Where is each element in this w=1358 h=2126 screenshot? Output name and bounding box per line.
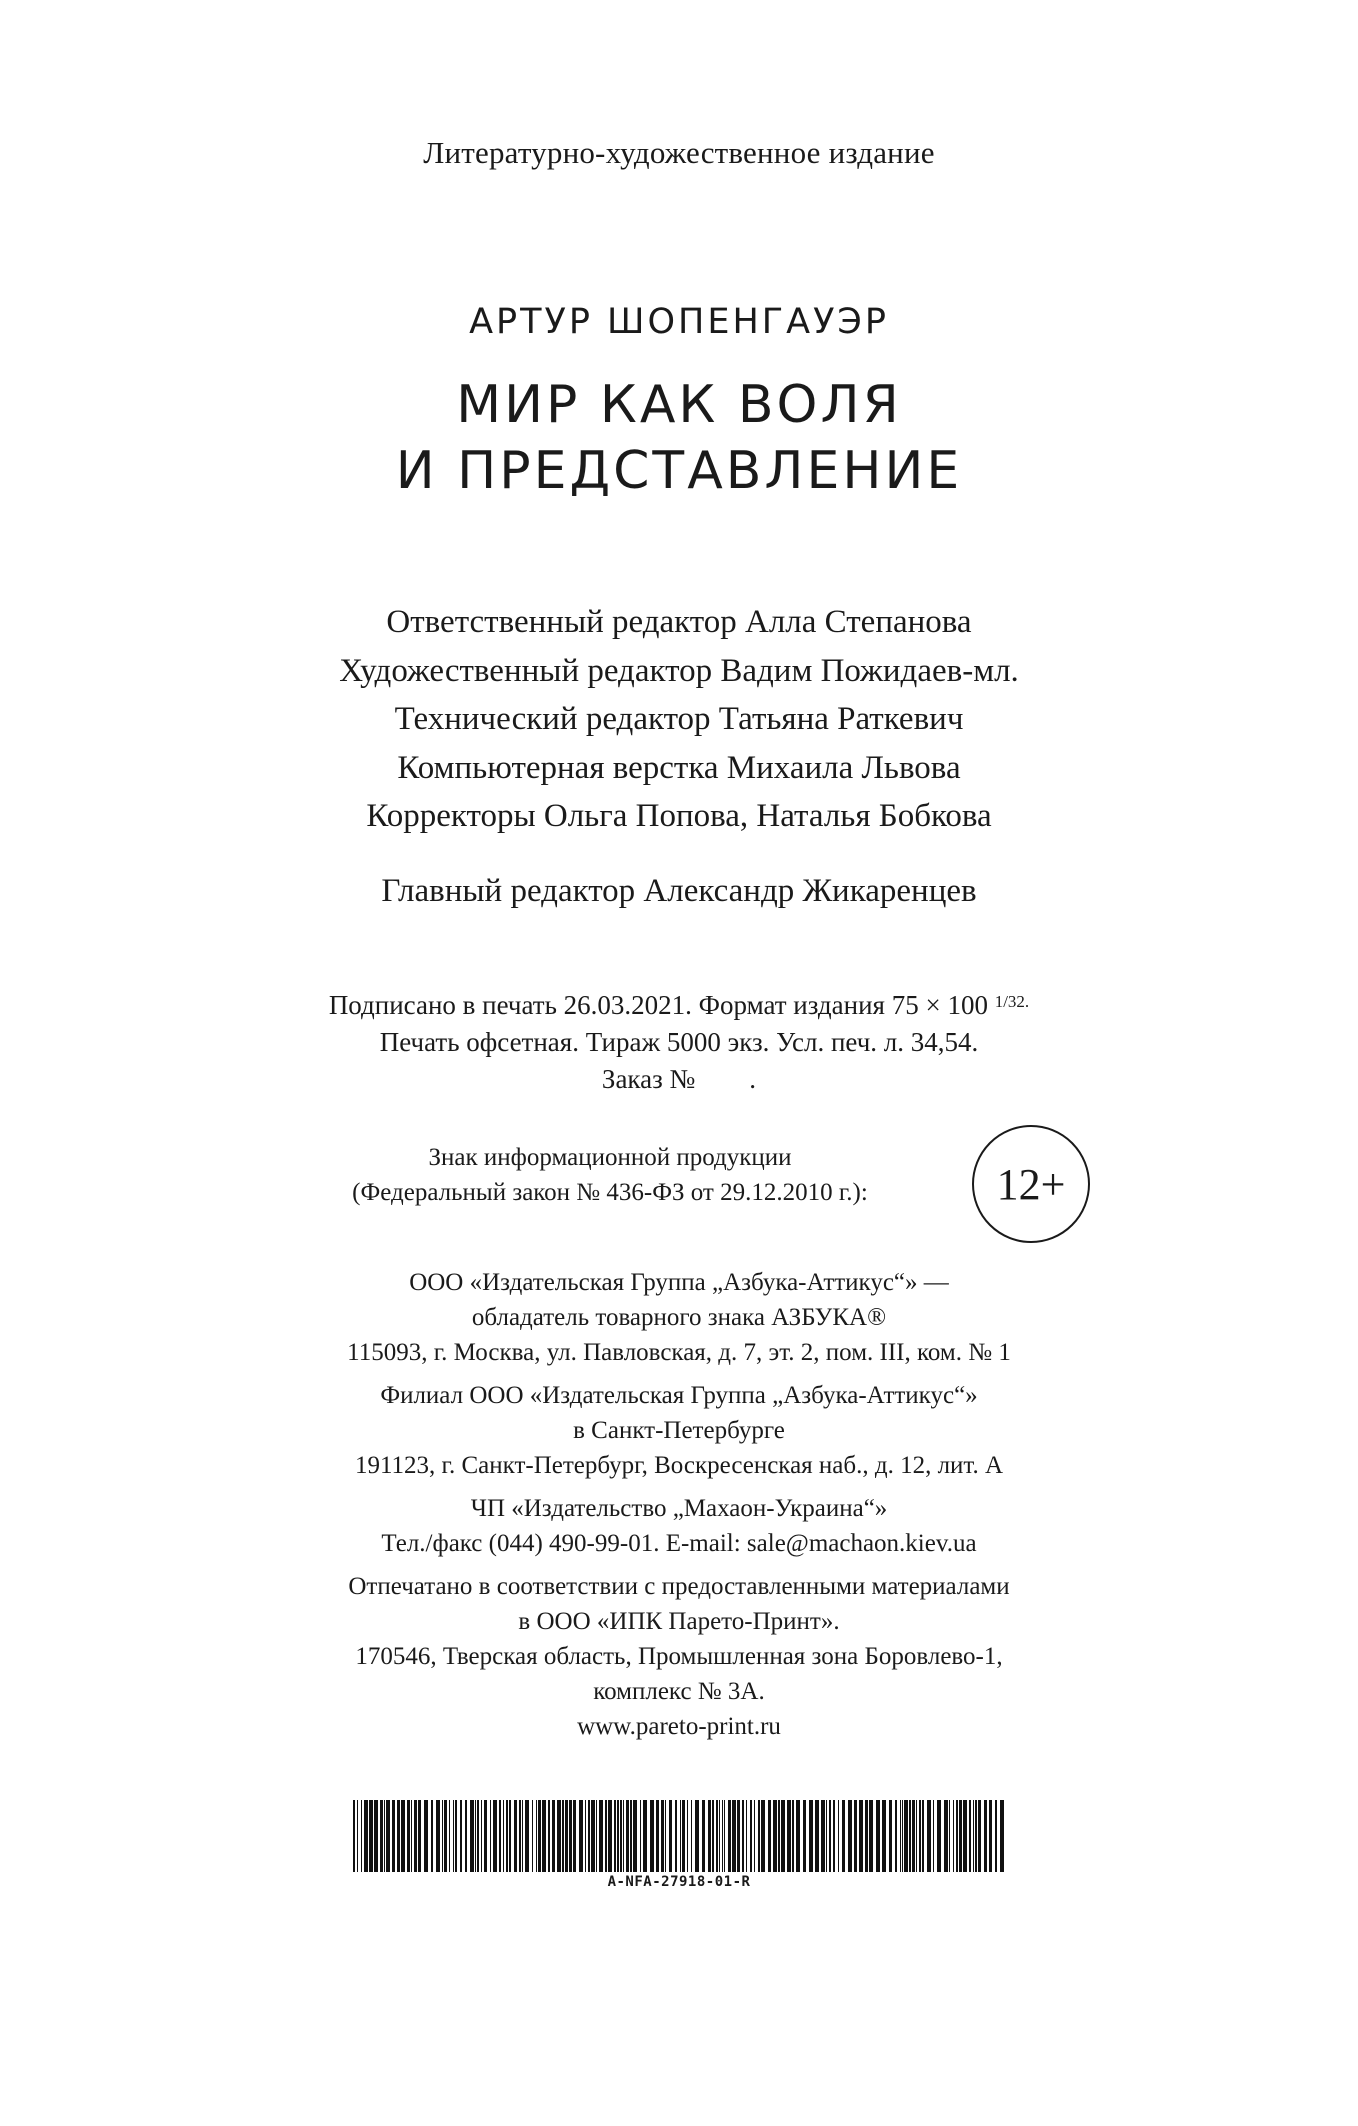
barcode-bar <box>969 1800 971 1872</box>
barcode-bar <box>569 1800 572 1872</box>
barcode-bar <box>975 1800 977 1872</box>
barcode-bar <box>842 1800 845 1872</box>
barcode-bar <box>605 1800 607 1872</box>
barcode-bar <box>796 1800 800 1872</box>
barcode-bar <box>506 1800 508 1872</box>
barcode-bar <box>503 1800 504 1872</box>
barcode-bar <box>984 1800 987 1872</box>
barcode-bar <box>761 1800 765 1872</box>
barcode-bar <box>617 1800 619 1872</box>
barcode-bar <box>778 1800 780 1872</box>
barcode-bars <box>349 1800 1009 1872</box>
barcode-bar <box>364 1800 368 1872</box>
barcode-bar <box>750 1800 752 1872</box>
chief-editor: Главный редактор Александр Жикаренцев <box>381 873 977 909</box>
barcode-bar <box>848 1800 852 1872</box>
barcode-bar <box>922 1800 924 1872</box>
staff-line: Ответственный редактор Алла Степанова <box>386 604 972 640</box>
barcode-bar <box>712 1800 714 1872</box>
barcode-bar <box>803 1800 806 1872</box>
barcode-bar <box>916 1800 917 1872</box>
barcode-bar <box>357 1800 358 1872</box>
barcode-bar <box>633 1800 637 1872</box>
publisher-line: www.pareto-print.ru <box>577 1713 781 1740</box>
barcode-bar <box>573 1800 576 1872</box>
barcode-bar <box>557 1800 561 1872</box>
staff-line: Художественный редактор Вадим Пожидаев-мл. <box>339 652 1019 689</box>
barcode-bar <box>460 1800 462 1872</box>
print-line-2: Печать офсетная. Тираж 5000 экз. Усл. печ. л. 34,54. <box>379 1027 979 1057</box>
barcode-bar <box>490 1800 491 1872</box>
barcode-bar <box>742 1800 744 1872</box>
barcode-bar <box>691 1800 692 1872</box>
barcode-bar <box>724 1800 725 1872</box>
barcode-bar <box>514 1800 517 1872</box>
barcode-bar <box>889 1800 892 1872</box>
title-line-1: МИР КАК ВОЛЯ <box>456 375 902 435</box>
barcode-bar <box>912 1800 915 1872</box>
barcode-bar <box>525 1800 529 1872</box>
barcode-bar <box>522 1800 523 1872</box>
barcode-bar <box>499 1800 501 1872</box>
barcode-bar <box>591 1800 595 1872</box>
barcode-bar <box>963 1800 967 1872</box>
barcode-bar <box>626 1800 629 1872</box>
barcode-bar <box>481 1800 482 1872</box>
barcode-bar <box>620 1800 622 1872</box>
genre-line: Литературно-художественное издание <box>423 135 935 170</box>
barcode-bar <box>882 1800 886 1872</box>
barcode-bar <box>953 1800 954 1872</box>
barcode-bar <box>392 1800 395 1872</box>
barcode-bar <box>424 1800 428 1872</box>
barcode-bar <box>656 1800 659 1872</box>
barcode-bar <box>927 1800 931 1872</box>
publisher-line: Отпечатано в соответствии с предоставленными материалами <box>348 1573 1010 1600</box>
barcode-bar <box>374 1800 378 1872</box>
barcode-bar <box>453 1800 454 1872</box>
barcode-bar <box>865 1800 868 1872</box>
barcode-bar <box>548 1800 550 1872</box>
barcode-bar <box>695 1800 699 1872</box>
barcode-bar <box>829 1800 831 1872</box>
publisher-info <box>0 1265 1358 1744</box>
barcode-label: A-NFA-27918-01-R <box>607 1874 751 1890</box>
publisher-line: 170546, Тверская область, Промышленная зона Боровлево-1, <box>355 1643 1003 1670</box>
barcode-bar <box>895 1800 897 1872</box>
age-rating-badge: 12+ <box>972 1125 1090 1243</box>
barcode-bar <box>401 1800 405 1872</box>
barcode-bar <box>509 1800 511 1872</box>
barcode-bar <box>978 1800 981 1872</box>
barcode-bar <box>937 1800 941 1872</box>
barcode-bar <box>809 1800 813 1872</box>
barcode-bar <box>973 1800 974 1872</box>
barcode-bar <box>1000 1800 1004 1872</box>
barcode-bar <box>722 1800 723 1872</box>
barcode-bar <box>455 1800 457 1872</box>
barcode-bar <box>596 1800 597 1872</box>
barcode-bar <box>682 1800 685 1872</box>
barcode-bar <box>414 1800 417 1872</box>
barcode-bar <box>919 1800 921 1872</box>
barcode-bar <box>386 1800 390 1872</box>
barcode-bar <box>369 1800 373 1872</box>
barcode-bar <box>643 1800 647 1872</box>
info-sign-line-2: (Федеральный закон № 436-ФЗ от 29.12.2010 г.): <box>352 1179 868 1206</box>
book-title <box>0 372 1358 504</box>
barcode-bar <box>411 1800 412 1872</box>
barcode-bar <box>519 1800 521 1872</box>
publisher-line: 191123, г. Санкт-Петербург, Воскресенская наб., д. 12, лит. А <box>354 1452 1004 1479</box>
publisher-line: обладатель товарного знака АЗБУКА® <box>471 1304 887 1331</box>
author-name: АРТУР ШОПЕНГАУЭР <box>469 302 889 342</box>
barcode-bar <box>579 1800 583 1872</box>
barcode-bar <box>781 1800 785 1872</box>
barcode-bar <box>754 1800 755 1872</box>
barcode-bar <box>585 1800 586 1872</box>
barcode-bar <box>444 1800 447 1872</box>
barcode-bar <box>909 1800 911 1872</box>
print-line-1 <box>0 983 1358 1024</box>
barcode-bar <box>876 1800 880 1872</box>
barcode-bar <box>826 1800 827 1872</box>
barcode-bar <box>436 1800 440 1872</box>
format-fraction: 1/32. <box>994 992 1030 1011</box>
staff-line: Технический редактор Татьяна Раткевич <box>394 701 964 737</box>
barcode-bar <box>665 1800 666 1872</box>
barcode-bar <box>470 1800 474 1872</box>
barcode-bar <box>702 1800 705 1872</box>
barcode-bar <box>746 1800 747 1872</box>
barcode-bar <box>838 1800 839 1872</box>
publisher-line: комплекс № 3А. <box>593 1678 765 1705</box>
barcode-bar <box>680 1800 681 1872</box>
barcode-bar <box>407 1800 410 1872</box>
barcode-bar <box>538 1800 541 1872</box>
barcode-bar <box>719 1800 720 1872</box>
barcode-bar <box>599 1800 603 1872</box>
barcode-bar <box>944 1800 948 1872</box>
barcode-bar <box>995 1800 997 1872</box>
barcode-bar <box>833 1800 835 1872</box>
barcode-bar <box>588 1800 590 1872</box>
barcode-bar <box>484 1800 487 1872</box>
barcode-bar <box>792 1800 794 1872</box>
barcode-bar <box>933 1800 934 1872</box>
barcode-bar <box>650 1800 654 1872</box>
barcode-bar <box>989 1800 992 1872</box>
barcode-bar <box>630 1800 632 1872</box>
barcode-bar <box>384 1800 385 1872</box>
barcode-bar <box>493 1800 497 1872</box>
info-product-sign <box>270 1140 950 1210</box>
publisher-line: Филиал ООО «Издательская Группа „Азбука-Аттикус“» <box>380 1382 978 1409</box>
barcode-bar <box>608 1800 612 1872</box>
publisher-line: 115093, г. Москва, ул. Павловская, д. 7, эт. 2, пом. III, ком. № 1 <box>347 1339 1011 1366</box>
publisher-line: в ООО «ИПК Парето-Принт». <box>518 1608 840 1635</box>
barcode-bar <box>773 1800 777 1872</box>
barcode-bar <box>732 1800 736 1872</box>
barcode-bar <box>959 1800 962 1872</box>
barcode-bar <box>758 1800 760 1872</box>
barcode-bar <box>361 1800 362 1872</box>
print-line-1-main: Подписано в печать 26.03.2021. Формат издания 75 × 100 <box>328 990 995 1020</box>
barcode-bar <box>431 1800 433 1872</box>
barcode-bar <box>536 1800 537 1872</box>
barcode-bar <box>728 1800 731 1872</box>
publisher-line: ЧП «Издательство „Махаон-Украина“» <box>470 1495 888 1522</box>
staff-line: Компьютерная верстка Михаила Львова <box>397 749 961 786</box>
barcode-bar <box>716 1800 718 1872</box>
barcode-bar <box>565 1800 568 1872</box>
barcode-bar <box>956 1800 958 1872</box>
barcode-bar <box>623 1800 624 1872</box>
staff-credits <box>0 598 1358 841</box>
barcode-bar <box>380 1800 383 1872</box>
barcode-bar <box>737 1800 740 1872</box>
barcode-bar <box>708 1800 711 1872</box>
barcode-bar <box>854 1800 857 1872</box>
barcode-bar <box>902 1800 903 1872</box>
info-sign-line-1: Знак информационной продукции <box>428 1144 792 1171</box>
barcode-bar <box>397 1800 400 1872</box>
barcode-bar <box>442 1800 443 1872</box>
barcode-bar <box>465 1800 467 1872</box>
barcode-bar <box>869 1800 873 1872</box>
barcode-bar <box>661 1800 664 1872</box>
publisher-line: в Санкт-Петербурге <box>573 1417 785 1444</box>
barcode-bar <box>859 1800 863 1872</box>
barcode <box>0 1800 1358 1890</box>
barcode-bar <box>815 1800 819 1872</box>
barcode-bar <box>552 1800 555 1872</box>
staff-line: Корректоры Ольга Попова, Наталья Бобкова <box>366 798 992 834</box>
publisher-line: Тел./факс (044) 490-99-01. E-mail: sale@machaon.kiev.ua <box>381 1530 977 1557</box>
barcode-bar <box>687 1800 688 1872</box>
barcode-bar <box>640 1800 641 1872</box>
barcode-bar <box>532 1800 533 1872</box>
barcode-bar <box>475 1800 476 1872</box>
barcode-bar <box>821 1800 825 1872</box>
barcode-bar <box>477 1800 479 1872</box>
barcode-bar <box>353 1800 355 1872</box>
barcode-bar <box>418 1800 421 1872</box>
barcode-bar <box>449 1800 450 1872</box>
barcode-bar <box>614 1800 616 1872</box>
barcode-bar <box>787 1800 791 1872</box>
barcode-bar <box>904 1800 908 1872</box>
barcode-bar <box>669 1800 672 1872</box>
print-line-3: Заказ № . <box>601 1064 757 1094</box>
print-info <box>0 983 1358 1098</box>
publisher-line: ООО «Издательская Группа „Азбука-Аттикус“» — <box>409 1269 949 1296</box>
barcode-bar <box>949 1800 950 1872</box>
barcode-bar <box>542 1800 546 1872</box>
barcode-bar <box>562 1800 564 1872</box>
barcode-bar <box>900 1800 901 1872</box>
barcode-bar <box>675 1800 677 1872</box>
title-line-2: И ПРЕДСТАВЛЕНИЕ <box>395 441 963 501</box>
barcode-bar <box>768 1800 771 1872</box>
